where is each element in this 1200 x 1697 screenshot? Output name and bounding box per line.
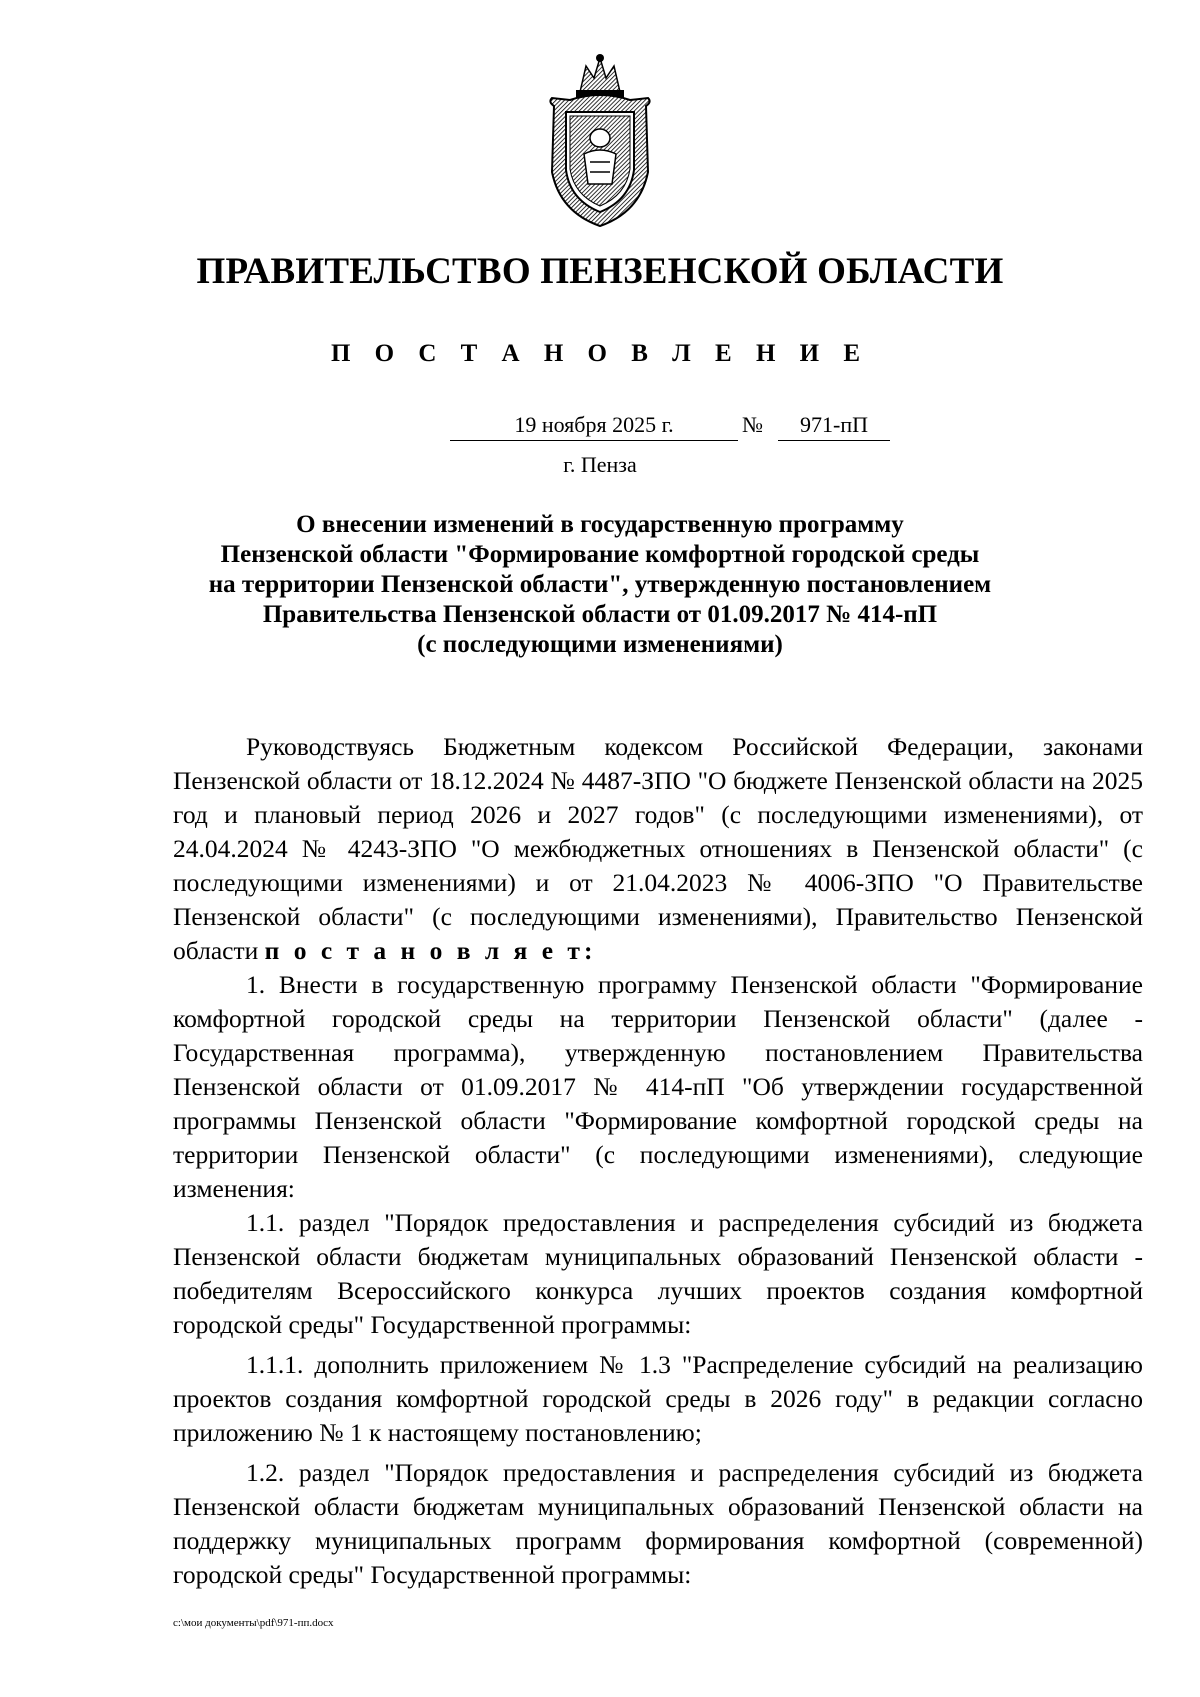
paragraph-1: 1. Внести в государственную программу Пензенской области "Формирование комфортной городской среды на территории Пензенской области" (далее - Государственная программа), утвержденную постановлением Правительства Пензенской области от 01.09.2017 № 414-пП "Об утверждении государственной программы Пензенской области "Формирование комфортной городской среды на территории Пензенской области" (с последующими изменениями), следующие изменения: — [173, 970, 1143, 1203]
document-title — [150, 510, 1050, 660]
title-line: О внесении изменений в государственную программу — [296, 511, 904, 538]
paragraph-1-1-1: 1.1.1. дополнить приложением № 1.3 "Распределение субсидий на реализацию проектов создания комфортной городской среды в 2026 году" в редакции согласно приложению № 1 к настоящему постановлению; — [173, 1350, 1143, 1447]
footer-file-path: c:\мои документы\pdf\971-пп.docx — [173, 1617, 334, 1629]
document-city: г. Пенза — [563, 452, 637, 477]
title-line: Правительства Пензенской области от 01.09.2017 № 414-пП — [262, 601, 938, 628]
organization-name: ПРАВИТЕЛЬСТВО ПЕНЗЕНСКОЙ ОБЛАСТИ — [196, 251, 1004, 292]
paragraph-1-2: 1.2. раздел "Порядок предоставления и распределения субсидий из бюджета Пензенской области бюджетам муниципальных образований Пензенской области на поддержку муниципальных программ формирования комфортной (современной) городской среды" Государственной программы: — [173, 1458, 1143, 1589]
registration-line — [450, 412, 900, 444]
preamble-paragraph — [173, 730, 1143, 968]
title-line: Пензенской области "Формирование комфортной городской среды — [220, 541, 980, 568]
preamble-text: Руководствуясь Бюджетным кодексом Российской Федерации, законами Пензенской области от 18.12.2024 № 4487-ЗПО "О бюджете Пензенской области на 2025 год и плановый период 2026 и 2027 годов" (с последующими изменениями), от 24.04.2024 № 4243-ЗПО "О межбюджетных отношениях в Пензенской области" (с последующими изменениями) и от 21.04.2023 № 4006-ЗПО "О Правительстве Пензенской области" (с последующими изменениями), Правительство Пензенской области — [173, 732, 1143, 965]
document-number: 971-пП — [778, 412, 890, 441]
document-body — [173, 730, 1143, 1592]
document-date: 19 ноября 2025 г. — [450, 412, 738, 441]
resolves-word: п о с т а н о в л я е т: — [264, 936, 597, 965]
title-line: на территории Пензенской области", утвержденную постановлением — [208, 571, 992, 598]
number-sign: № — [742, 412, 763, 437]
coat-of-arms-emblem — [540, 52, 660, 230]
document-type: П О С Т А Н О В Л Е Н И Е — [330, 340, 870, 367]
paragraph-1-1: 1.1. раздел "Порядок предоставления и распределения субсидий из бюджета Пензенской области бюджетам муниципальных образований Пензенской области - победителям Всероссийского конкурса лучших проектов создания комфортной городской среды" Государственной программы: — [173, 1208, 1143, 1339]
coat-of-arms-icon — [540, 52, 660, 230]
title-line: (с последующими изменениями) — [417, 631, 783, 658]
